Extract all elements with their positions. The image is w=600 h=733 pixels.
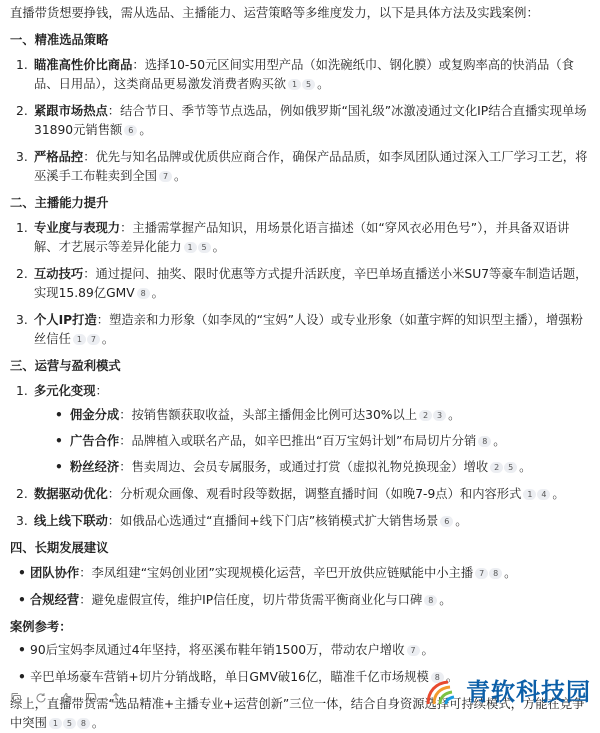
citation-badge[interactable]: 5 [198,242,211,253]
bullet-dot: • [18,593,26,607]
citation-badge[interactable]: 6 [440,516,453,527]
citation-group[interactable] [124,125,137,136]
intro-paragraph: 直播带货想要挣钱，需从选品、主播能力、运营策略等多维度发力，以下是具体方法及实践案例： [10,6,539,20]
item-tail: 。 [91,716,105,730]
item-title: 佣金分成 [70,408,120,422]
thumbs-up-icon[interactable] [60,692,72,704]
section-heading: 一、精准选品策略 [10,33,109,47]
item-text: ：优先与知名品牌或优质供应商合作，确保产品品质，如李凤团队通过深入工厂学习工艺，将巫溪手工布鞋卖到全国 [34,150,588,183]
message-action-bar [10,692,122,704]
item-text: 90后宝妈李凤通过4年坚持，将巫溪布鞋年销1500万，带动农户增收 [30,643,405,657]
refresh-icon[interactable] [35,692,47,704]
item-tail: ： [95,384,108,398]
item-text: ：结合节日、季节等节点选品，例如俄罗斯“国礼级”冰激凌通过文化IP结合直播实现单场31890元销售额 [34,104,587,137]
citation-group[interactable] [184,242,211,253]
thumbs-down-icon[interactable] [85,692,97,704]
item-title: 瞄准高性价比商品 [34,58,133,72]
item-tail: 。 [504,566,517,580]
item-tail: 。 [212,240,225,254]
citation-badge[interactable]: 8 [489,568,502,579]
bullet-dot: • [18,566,26,580]
item-text: ：选择10-50元区间实用型产品（如洗碗纸巾、钢化膜）或复购率高的快消品（食品、日用品），这类商品更易激发消费者购买欲 [34,58,574,91]
citation-group[interactable] [440,516,453,527]
bullet-item [34,458,592,477]
citation-badge[interactable]: 3 [433,410,446,421]
item-title: 线上线下联动 [34,514,108,528]
list-number: 1. [16,58,28,72]
citation-badge[interactable]: 8 [424,595,437,606]
section-heading: 四、长期发展建议 [10,541,109,555]
bullet-dot: • [55,460,63,474]
logo-icon [424,677,462,707]
citation-badge[interactable]: 4 [537,489,550,500]
citation-group[interactable] [490,462,517,473]
citation-badge[interactable]: 8 [137,288,150,299]
item-text: ：品牌植入或联名产品，如辛巴推出“百万宝妈计划”布局切片分销 [119,434,477,448]
conclusion-text: 综上，直播带货需“选品精准+主播专业+运营创新”三位一体，结合自身资源选择可持续模式，方能在竞争中突围 [10,697,585,730]
list-item [10,512,592,531]
item-tail: 。 [445,670,459,684]
citation-badge[interactable]: 7 [87,334,100,345]
bullet-item [10,591,592,610]
item-tail: 。 [519,460,532,474]
list-item [10,382,592,477]
citation-group[interactable] [475,568,502,579]
item-title: 紧跟市场热点 [34,104,108,118]
section-heading: 二、主播能力提升 [10,196,109,210]
list-number: 1. [16,221,28,235]
bullet-list [10,564,592,610]
citation-group[interactable] [73,334,100,345]
item-title: 多元化变现 [34,384,96,398]
citation-badge[interactable]: 7 [407,645,420,656]
item-tail: 。 [493,434,506,448]
item-tail: 。 [439,593,452,607]
item-title: 合规经营 [30,593,80,607]
citation-group[interactable] [478,436,491,447]
bullet-item [10,641,592,660]
item-tail: 。 [101,332,115,346]
item-title: 个人IP打造 [34,313,97,327]
list-number: 2. [16,104,28,118]
item-text: ：按销售额获取收益，头部主播佣金比例可达30%以上 [119,408,418,422]
list-item [10,219,592,257]
list-item [10,311,592,349]
citation-badge[interactable]: 8 [77,718,90,729]
numbered-list [10,382,592,531]
citation-group[interactable] [49,718,90,729]
item-tail: 。 [552,487,565,501]
citation-group[interactable] [288,79,315,90]
citation-badge[interactable]: 5 [302,79,315,90]
list-number: 2. [16,267,28,281]
answer-document [10,4,592,733]
share-icon[interactable] [110,692,122,704]
citation-group[interactable] [137,288,150,299]
list-item [10,265,592,303]
item-title: 数据驱动优化 [34,487,108,501]
citation-group[interactable] [407,645,420,656]
citation-group[interactable] [419,410,446,421]
item-text: ：塑造亲和力形象（如李凤的“宝妈”人设）或专业形象（如董宇辉的知识型主播），增强粉丝信任 [34,313,583,346]
list-item [10,485,592,504]
item-title: 专业度与表现力 [34,221,121,235]
item-title: 严格品控 [34,150,84,164]
item-tail: 。 [455,514,468,528]
item-title: 粉丝经济 [70,460,120,474]
bullet-dot: • [55,408,63,422]
item-text: ：如俄品心选通过“直播间+线下门店”核销模式扩大销售场景 [107,514,439,528]
bullet-dot: • [55,434,63,448]
logo-text: 青软科技园 [466,677,591,706]
list-number: 1. [16,384,28,398]
item-text: ：通过提问、抽奖、限时优惠等方式提升活跃度，辛巴单场直播送小米SU7等豪车制造话题，实现15.89亿GMV [34,267,588,300]
citation-badge[interactable]: 1 [523,489,536,500]
list-number: 2. [16,487,28,501]
bullet-dot: • [18,670,26,684]
bullet-item [10,564,592,583]
watermark-logo [424,677,591,707]
item-title: 团队协作 [30,566,80,580]
list-item [10,102,592,140]
list-number: 3. [16,313,28,327]
item-tail: 。 [151,286,164,300]
copy-icon[interactable] [10,692,22,704]
citation-badge[interactable]: 7 [159,171,172,182]
citation-badge[interactable]: 1 [288,79,301,90]
citation-badge[interactable]: 1 [49,718,62,729]
item-tail: 。 [139,123,152,137]
item-text: ：主播需掌握产品知识，用场景化语言描述（如“穿风衣必用色号”），并具备双语讲解、才艺展示等差异化能力 [34,221,570,254]
section-heading: 三、运营与盈利模式 [10,359,121,373]
bullet-item [34,406,592,425]
item-tail: 。 [448,408,461,422]
item-tail: 。 [421,643,434,657]
item-tail: 。 [173,169,187,183]
item-tail: 。 [317,77,330,91]
citation-badge[interactable]: 8 [478,436,491,447]
list-number: 3. [16,514,28,528]
citation-badge[interactable]: 1 [73,334,86,345]
list-item [10,56,592,94]
bullet-dot: • [18,643,26,657]
citation-badge[interactable]: 6 [124,125,137,136]
bullet-sublist [34,406,592,477]
item-title: 广告合作 [70,434,120,448]
item-text: ：分析观众画像、观看时段等数据，调整直播时间（如晚7-9点）和内容形式 [107,487,522,501]
citation-badge[interactable]: 1 [184,242,197,253]
list-number: 3. [16,150,28,164]
citation-badge[interactable]: 5 [504,462,517,473]
numbered-list [10,56,592,186]
citation-badge[interactable]: 8 [431,672,444,683]
item-text: ：李凤组建“宝妈创业团”实现规模化运营，辛巴开放供应链赋能中小主播 [79,566,474,580]
bullet-item [34,432,592,451]
cases-heading: 案例参考： [10,620,72,634]
citation-badge[interactable]: 7 [475,568,488,579]
citation-group[interactable] [424,595,437,606]
list-item [10,148,592,186]
citation-badge[interactable]: 5 [63,718,76,729]
item-title: 互动技巧 [34,267,84,281]
numbered-list [10,219,592,349]
citation-group[interactable] [523,489,550,500]
item-text: 辛巴单场豪车营销+切片分销战略，单日GMV破16亿，瞄准千亿市场规模 [30,670,429,684]
item-text: ：避免虚假宣传，维护IP信任度，切片带货需平衡商业化与口碑 [79,593,423,607]
citation-badge[interactable]: 2 [419,410,432,421]
citation-badge[interactable]: 2 [490,462,503,473]
citation-group[interactable] [159,171,172,182]
item-text: ：售卖周边、会员专属服务，或通过打赏（虚拟礼物兑换现金）增收 [119,460,489,474]
